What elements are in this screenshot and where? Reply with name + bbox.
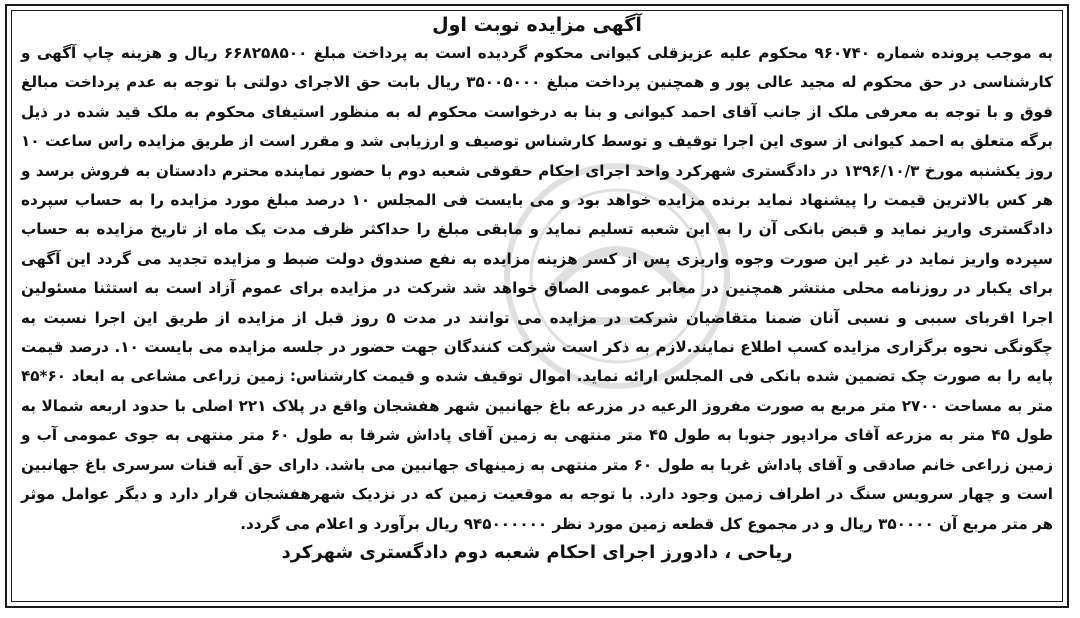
notice-title: آگهی مزایده نوبت اول bbox=[432, 14, 642, 36]
notice-body: به موجب پرونده شماره ۹۶۰۷۴۰ محکوم علیه عزیزقلی کیوانی محکوم گردیده است به پرداخت مبلغ ۶۶۸۲۵۸۵۰۰ ریال و هزینه چاپ آگهی و کارشناسی در حق محکوم له مجید عالی پور و همچنین پرداخت مبلغ ۳۵۰۰۵۰۰۰ ریال بابت حق الاجرای دولتی با توجه به عدم پرداخت مبالغ فوق و با توجه به معرفی ملک از جانب آقای احمد کیوانی و بنا به درخواست محکوم له به منظور استیفای محکوم به ملک قید شده در ذیل برگه متعلق به احمد کیوانی از سوی این اجرا توقیف و توسط کارشناس توصیف و ارزیابی شد و مقرر است از طریق مزایده راس ساعت ۱۰ روز یکشنبه مورخ ۱۳۹۶/۱۰/۳ در دادگستری شهرکرد واحد اجرای احکام حقوقی شعبه دوم با حضور نماینده محترم دادستان به فروش برسد و هر کس بالاترین قیمت را پیشنهاد نماید برنده مزایده خواهد بود و می بایست فی المجلس ۱۰ درصد مبلغ مورد مزایده را به حساب سپرده دادگستری واریز نماید و قبض بانکی آن را به این شعبه تسلیم نماید و مابقی مبلغ را حداکثر ظرف مدت یک ماه از تاریخ مزایده به حساب سپرده واریز نماید در غیر این صورت وجوه واریزی پس از کسر هزینه مزایده به نفع صندوق دولت ضبط و مزایده تجدید می گردد این آگهی برای یکبار در روزنامه محلی منتشر همچنین در معابر عمومی الصاق خواهد شد شرکت در مزایده برای عموم آزاد است به استثنا مسئولین اجرا اقربای سببی و نسبی آنان ضمنا متقاضیان شرکت در مزایده می توانند در مدت ۵ روز قبل از مزایده از طریق این اجرا نسبت به چگونگی نحوه برگزاری مزایده کسب اطلاع نمایند.لازم به ذکر است شرکت کنندگان جهت حضور در جلسه مزایده می بایست ۱۰. درصد قیمت پایه را به صورت چک تضمین شده بانکی فی المجلس ارائه نماید. اموال توقیف شده و قیمت کارشناس: زمین زراعی مشاعی به ابعاد ۶۰*۴۵ متر به مساحت ۲۷۰۰ متر مربع به صورت مفروز الرعیه در مزرعه باغ جهانبین شهر هفشجان واقع در پلاک ۲۲۱ اصلی با حدود اربعه شمالا به طول ۴۵ متر به مزرعه آقای مرادپور جنوبا به طول ۴۵ متر منتهی به زمین آقای پاداش شرقا به طول ۶۰ متر منتهی به جوی عمومی آب و زمین زراعی خانم صادقی و آقای پاداش غربا به طول ۶۰ متر منتهی به زمینهای جهانبین می باشد. دارای حق آبه قنات سرسری باغ جهانبین است و چهار سرویس سنگ در اطراف زمین وجود دارد. با توجه به موقعیت زمین که در نزدیک شهرهفشجان قرار دارد و دیگر عوامل موثر هر متر مربع آن ۳۵۰۰۰۰ ریال و در مجموع کل قطعه زمین مورد نظر ۹۴۵۰۰۰۰۰۰ ریال برآورد و اعلام می گردد. bbox=[21, 44, 1054, 533]
notice-signature: ریاحی ، دادورز اجرای احکام شعبه دوم دادگستری شهرکرد bbox=[281, 541, 793, 563]
notice-frame bbox=[5, 4, 1069, 608]
notice-content bbox=[21, 12, 1053, 600]
